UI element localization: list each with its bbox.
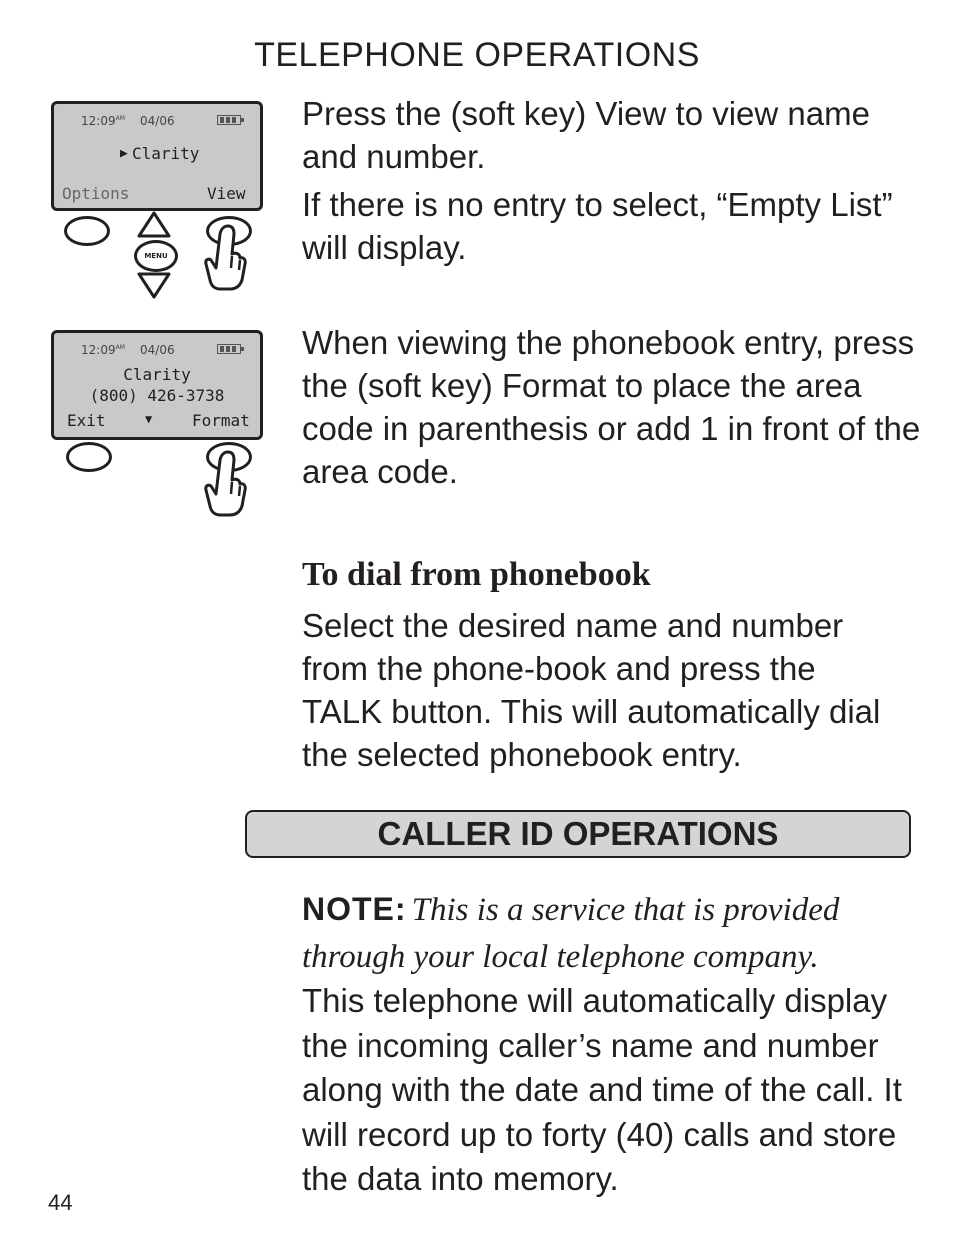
up-arrow-icon[interactable]: [136, 210, 172, 240]
pointing-hand-icon: [198, 448, 250, 518]
dial-instruction: Select the desired name and number from the phone-book and press the TALK button. This will automatically dial the selected phonebook entry.: [302, 607, 881, 773]
view-instruction: Press the (soft key) View to view name and number.: [302, 95, 870, 175]
format-softkey-label: Format: [192, 411, 250, 430]
display-date: 04/06: [140, 114, 175, 128]
caller-id-description: This telephone will automatically display the incoming caller’s name and number along with the date and time of the call. It will record up to forty (40) calls and store the data into memory.: [302, 982, 902, 1197]
time-value: 12:09: [81, 114, 116, 128]
ampm-indicator: AM: [115, 344, 125, 351]
display-time: [81, 114, 125, 128]
display-time: [81, 343, 125, 357]
battery-icon: [217, 115, 241, 125]
battery-icon: [217, 344, 241, 354]
page-number: 44: [48, 1190, 73, 1215]
section-title: CALLER ID OPERATIONS: [377, 815, 779, 852]
note-label: NOTE:: [302, 891, 407, 927]
empty-list-instruction: If there is no entry to select, “Empty List” will display.: [302, 186, 893, 266]
handset-display-2: [51, 330, 263, 440]
phonebook-entry: Clarity: [132, 144, 200, 163]
page-title: TELEPHONE OPERATIONS: [254, 36, 700, 74]
exit-softkey-label: Exit: [67, 411, 106, 430]
left-softkey-button[interactable]: [64, 216, 110, 246]
menu-button[interactable]: [134, 240, 178, 272]
options-softkey-label: Options: [62, 184, 130, 203]
handset-display-1: [51, 101, 263, 211]
view-softkey-label: View: [207, 184, 246, 203]
format-instruction: When viewing the phonebook entry, press the (soft key) Format to place the area code in parenthesis or add 1 in front of the area code.: [302, 324, 921, 490]
scroll-down-icon: ▼: [145, 412, 153, 426]
entry-name: Clarity: [123, 365, 191, 384]
dial-heading: To dial from phonebook: [302, 556, 651, 593]
down-arrow-icon[interactable]: [136, 270, 172, 300]
time-value: 12:09: [81, 343, 116, 357]
caller-id-section-header: [245, 810, 911, 858]
selection-arrow-icon: ▶: [120, 146, 128, 161]
note-text: This is a service that is provided through your local telephone company.: [302, 892, 840, 975]
left-softkey-button[interactable]: [66, 442, 112, 472]
service-note: [302, 888, 912, 983]
display-date: 04/06: [140, 343, 175, 357]
entry-number: (800) 426-3738: [89, 386, 225, 405]
menu-label: MENU: [144, 252, 168, 260]
ampm-indicator: AM: [115, 115, 125, 122]
pointing-hand-icon: [198, 222, 250, 292]
